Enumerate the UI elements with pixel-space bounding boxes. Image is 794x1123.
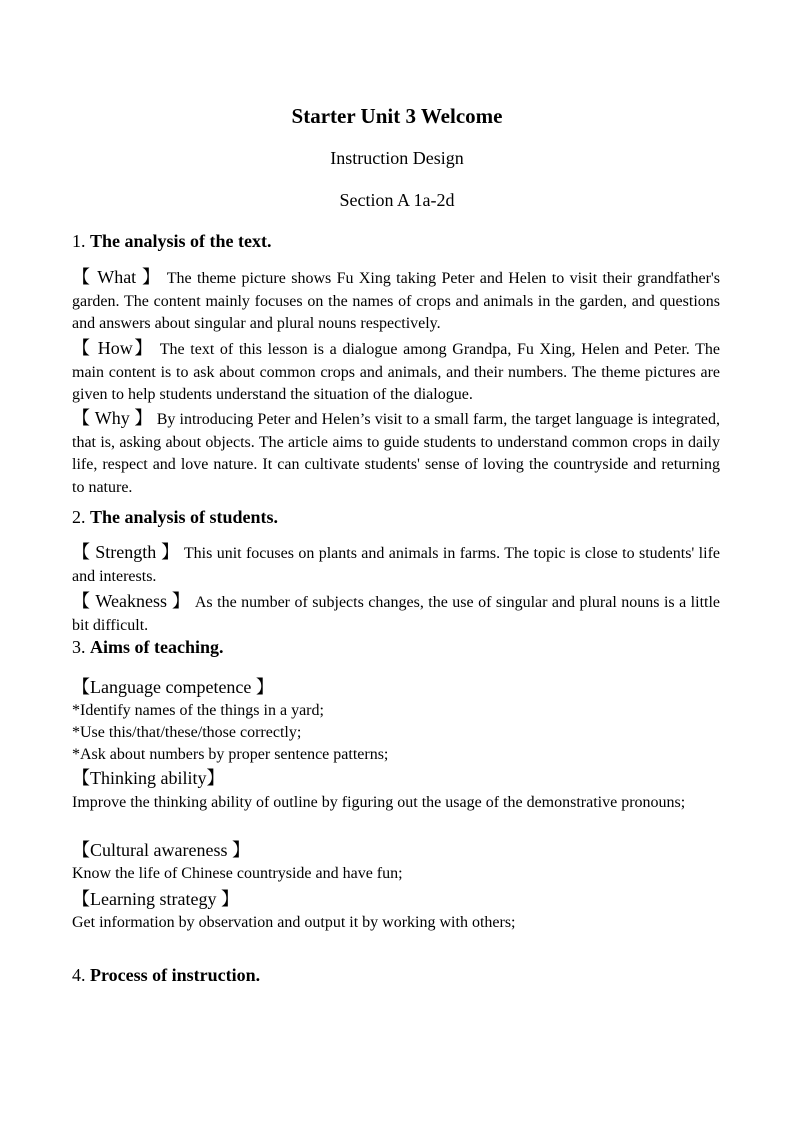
heading-process-of-instruction (72, 965, 260, 986)
heading-analysis-of-students (72, 507, 278, 528)
text-how: The text of this lesson is a dialogue among Grandpa, Fu Xing, Helen and Peter. The main content is to ask about common crops and animals, and their numbers. The theme pictures are given to help students understand the situation of the dialogue. (72, 341, 721, 403)
heading-analysis-of-text (72, 231, 272, 252)
tag-learning-strategy: 【Learning strategy 】 (72, 889, 239, 909)
heading-text: The analysis of the text. (90, 231, 272, 251)
list-item: *Use this/that/these/those correctly; (72, 724, 302, 741)
heading-text: Aims of teaching. (90, 637, 224, 657)
list-item: *Identify names of the things in a yard; (72, 702, 324, 719)
paragraph-why (72, 407, 720, 499)
tag-strength: 【 Strength 】 (72, 542, 180, 562)
text-strength: This unit focuses on plants and animals in farms. The topic is close to students' life and interests. (72, 545, 720, 585)
tag-weakness: 【 Weakness 】 (72, 591, 191, 611)
text-cultural-awareness: Know the life of Chinese countryside and have fun; (72, 865, 403, 882)
tag-cultural-awareness: 【Cultural awareness 】 (72, 840, 250, 860)
tag-thinking-ability: 【Thinking ability】 (72, 768, 225, 788)
heading-text: Process of instruction. (90, 965, 261, 985)
heading-number: 3. (72, 637, 86, 657)
text-learning-strategy: Get information by observation and output it by working with others; (72, 914, 516, 931)
text-weakness: As the number of subjects changes, the use of singular and plural nouns is a little bit difficult. (72, 594, 721, 634)
section-label: Section A 1a-2d (339, 190, 455, 210)
text-what: The theme picture shows Fu Xing taking Peter and Helen to visit their grandfather's garden. The content mainly focuses on the names of crops and animals in the garden, and questions and answers about singular and plural nouns respectively. (72, 270, 721, 332)
tag-what: 【 What 】 (72, 267, 162, 287)
paragraph-weakness (72, 590, 720, 637)
paragraph-how (72, 337, 720, 407)
document-title: Starter Unit 3 Welcome (291, 104, 503, 128)
heading-number: 1. (72, 231, 86, 251)
heading-text: The analysis of students. (90, 507, 279, 527)
heading-number: 4. (72, 965, 86, 985)
tag-language-competence: 【Language competence 】 (72, 677, 274, 697)
paragraph-strength (72, 541, 720, 588)
text-thinking-ability: Improve the thinking ability of outline by figuring out the usage of the demonstrative pronouns; (72, 794, 686, 811)
paragraph-what (72, 266, 720, 336)
list-item: *Ask about numbers by proper sentence patterns; (72, 746, 389, 763)
document-subtitle: Instruction Design (330, 148, 464, 168)
tag-how: 【 How】 (72, 338, 155, 358)
text-why: By introducing Peter and Helen’s visit to a small farm, the target language is integrated, that is, asking about objects. The article aims to guide students to understand common crops in daily life, respect and love nature. It can cultivate students' sense of loving the countryside and returning to nature. (72, 411, 720, 496)
heading-aims-of-teaching (72, 637, 224, 658)
tag-why: 【 Why 】 (72, 408, 153, 428)
heading-number: 2. (72, 507, 86, 527)
